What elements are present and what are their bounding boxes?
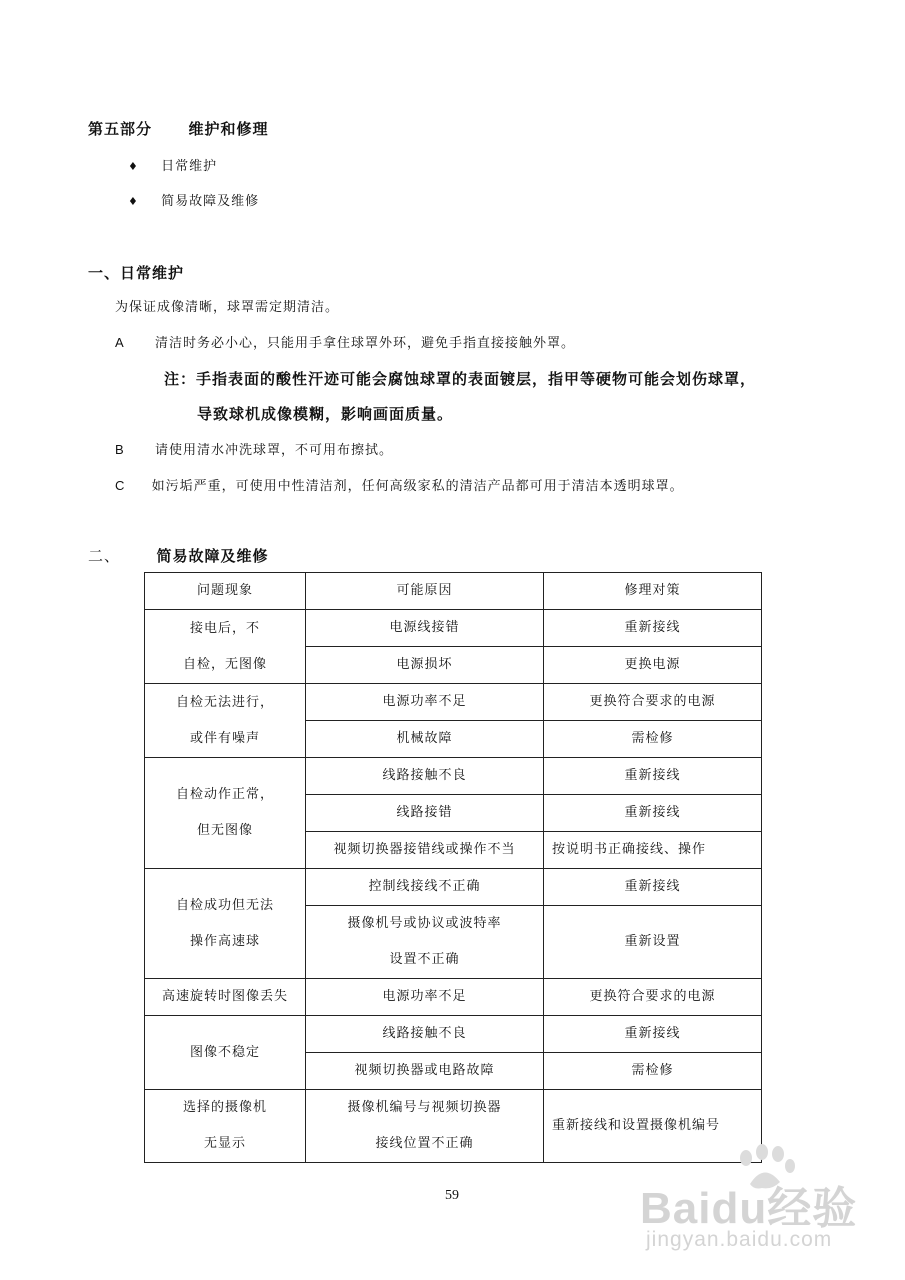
- watermark-url: jingyan.baidu.com: [646, 1228, 833, 1251]
- cause-cell: 线路接错: [306, 795, 544, 832]
- problem-line: 无显示: [203, 1136, 246, 1151]
- cause-cell: 线路接触不良: [306, 758, 544, 795]
- header-fix: 修理对策: [544, 573, 762, 610]
- note-line-2: 导致球机成像模糊，影响画面质量。: [197, 405, 454, 423]
- problem-cell: 高速旋转时图像丢失: [145, 979, 306, 1016]
- problem-line: 接电后，不: [189, 620, 260, 636]
- fix-cell: 重新接线: [544, 869, 762, 906]
- fix-cell: 更换符合要求的电源: [544, 684, 762, 721]
- fix-cell: 需检修: [544, 721, 762, 758]
- problem-line: 选择的摄像机: [182, 1100, 267, 1115]
- cause-line: 摄像机编号与视频切换器: [347, 1100, 502, 1115]
- cause-cell: 电源功率不足: [306, 979, 544, 1016]
- table-row: [145, 684, 762, 721]
- table-row: [145, 979, 762, 1016]
- fix-cell: 重新接线: [544, 1016, 762, 1053]
- fix-cell: 需检修: [544, 1053, 762, 1090]
- header-problem: 问题现象: [145, 573, 306, 610]
- section2-number: 二、: [88, 547, 121, 565]
- maintenance-item-b: [115, 439, 393, 458]
- cause-line: 摄像机号或协议或波特率: [347, 916, 502, 931]
- fix-cell: 重新接线和设置摄像机编号: [544, 1090, 762, 1163]
- cause-cell: 线路接触不良: [306, 1016, 544, 1053]
- problem-cell: [145, 869, 306, 979]
- diamond-bullet-icon: ♦: [128, 195, 139, 208]
- cause-cell: [306, 906, 544, 979]
- table-row: [145, 869, 762, 906]
- toc-item-label: 简易故障及维修: [161, 194, 260, 209]
- problem-line: 操作高速球: [189, 933, 260, 949]
- part-name: 维护和修理: [188, 120, 269, 138]
- table-row: [145, 1090, 762, 1163]
- cause-cell: [306, 1090, 544, 1163]
- fix-cell: 重新接线: [544, 795, 762, 832]
- table-row: [145, 610, 762, 647]
- item-letter: B: [115, 442, 125, 457]
- section2-title: [88, 545, 269, 566]
- fix-cell: 重新接线: [544, 610, 762, 647]
- table-row: [145, 1016, 762, 1053]
- cause-line: 设置不正确: [389, 952, 460, 967]
- item-text: 清洁时务必小心，只能用手拿住球罩外环，避免手指直接接触外罩。: [154, 336, 575, 351]
- problem-cell: 图像不稳定: [145, 1016, 306, 1090]
- part-title: [88, 118, 269, 139]
- toc-item-label: 日常维护: [161, 159, 218, 174]
- problem-line: 或伴有噪声: [189, 730, 260, 746]
- problem-line: 自检，无图像: [182, 656, 267, 672]
- cause-cell: 视频切换器接错线或操作不当: [306, 832, 544, 869]
- watermark-logo-text: Baidu经验: [640, 1184, 858, 1233]
- diamond-bullet-icon: ♦: [128, 160, 139, 173]
- cause-cell: 视频切换器或电路故障: [306, 1053, 544, 1090]
- item-text: 如污垢严重，可使用中性清洁剂，任何高级家私的清洁产品都可用于清洁本透明球罩。: [151, 479, 684, 494]
- item-letter: A: [115, 335, 125, 350]
- problem-line: 自检无法进行，: [175, 694, 274, 710]
- table-row: [145, 758, 762, 795]
- problem-cell: [145, 684, 306, 758]
- cause-cell: 电源线接错: [306, 610, 544, 647]
- fix-cell: 重新接线: [544, 758, 762, 795]
- cause-line: 接线位置不正确: [375, 1136, 474, 1151]
- page-number: 59: [445, 1188, 459, 1203]
- cause-cell: 控制线接线不正确: [306, 869, 544, 906]
- maintenance-item-a: [115, 332, 575, 351]
- problem-cell: [145, 610, 306, 684]
- table-header-row: [145, 573, 762, 610]
- fix-cell: 更换符合要求的电源: [544, 979, 762, 1016]
- header-cause: 可能原因: [306, 573, 544, 610]
- fix-cell: 更换电源: [544, 647, 762, 684]
- problem-cell: [145, 758, 306, 869]
- fix-cell: 按说明书正确接线、操作: [544, 832, 762, 869]
- maintenance-item-c: [115, 475, 684, 494]
- problem-line: 自检动作正常，: [175, 787, 274, 802]
- section1-intro: 为保证成像清晰，球罩需定期清洁。: [115, 300, 340, 315]
- note-line-1: 注：手指表面的酸性汗迹可能会腐蚀球罩的表面镀层，指甲等硬物可能会划伤球罩，: [164, 370, 757, 388]
- section2-name: 简易故障及维修: [156, 547, 269, 565]
- problem-line: 但无图像: [196, 823, 253, 838]
- toc-item-daily-maintenance: [128, 155, 217, 174]
- part-number: 第五部分: [88, 120, 153, 138]
- cause-cell: 电源功率不足: [306, 684, 544, 721]
- fix-cell: 重新设置: [544, 906, 762, 979]
- problem-cell: [145, 1090, 306, 1163]
- item-text: 请使用清水冲洗球罩，不可用布擦拭。: [154, 443, 393, 458]
- toc-item-troubleshooting: [128, 190, 259, 209]
- item-letter: C: [115, 478, 126, 493]
- section1-title: 一、日常维护: [88, 264, 185, 282]
- troubleshooting-table: [144, 572, 762, 1163]
- problem-line: 自检成功但无法: [175, 897, 274, 913]
- cause-cell: 电源损坏: [306, 647, 544, 684]
- cause-cell: 机械故障: [306, 721, 544, 758]
